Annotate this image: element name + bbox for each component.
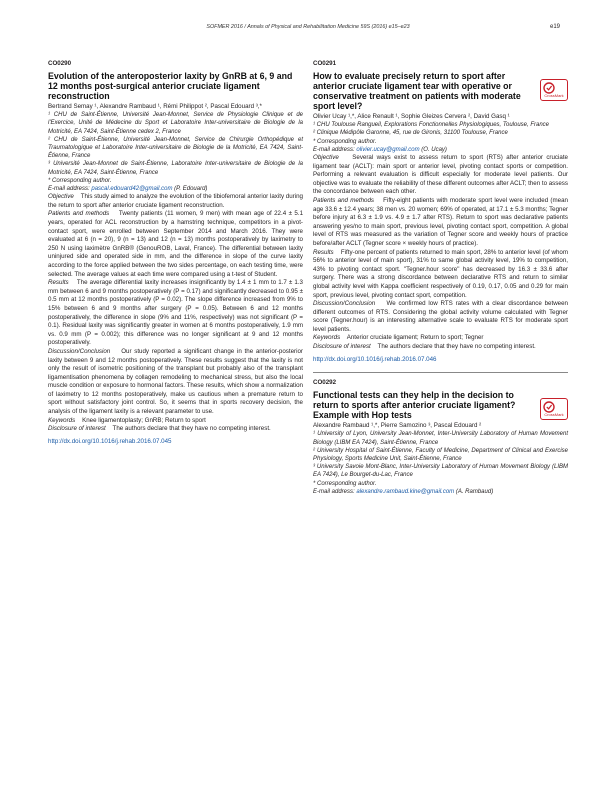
affiliation: ² Clinique Médipôle Garonne, 45, rue de Gironis, 31100 Toulouse, France [313,130,508,137]
abstract-code: CO0290 [48,60,72,67]
abstract-title: How to evaluate precisely return to sport after anterior cruciate ligament tear with operative or conservative treatment on patients with moderate sport level? [313,70,521,111]
crossmark-badge[interactable] [540,79,568,101]
email-label: E-mail address: [48,186,90,193]
email-label: E-mail address: [313,146,355,153]
affiliation: ¹ CHU de Saint-Étienne, Université Jean-Monnet, Service de Physiologie Clinique et de l'Exercice, Unité de Médecine du Sport et Laboratoire Inter-universitaire de Biologie de la Motricité, EA 7424, Saint-Étienne cedex 2, France [48,112,303,135]
methods-paragraph [48,210,303,279]
section-text: Twenty patients (11 women, 9 men) with mean age of 22.4 ± 5.1 years, operated for ACL reconstruction by a hamstring technique, competitors in a pivot-contact sport, were enrolled between September 2014 and March 2016. They were evaluated at 6 (n = 20), 9 (n = 13) and 12 (n = 13) months postoperatively by laximetry to 250 N using laximètre GnRB® (GenouROB, Laval, France). The differential between laxity uninjured side and operated side in mm, and the difference in slope of the curve laxity according to the force applied between the two sides percentage, on each testing time, were selected. The average values at each time were compared using a t-test of Student. [48,210,304,278]
crossmark-icon [541,399,567,419]
section-text: Several ways exist to assess return to sport (RTS) after anterior cruciate ligament tear (ACLT): main sport or anterior level, pivoting contact sports or competition. Performing a relevant evaluation is difficult especially for moderate level patients. Our objective was to evaluate the reliability of these different outcomes after ACLT; then to assess the concordance between each other. [313,154,568,196]
affiliation: ¹ CHU Toulouse Rangueil, Explorations Fonctionnelles Physiologiques, Toulouse, France [313,122,550,129]
affiliation: ³ University Savoie Mont-Blanc, Inter-University Laboratory of Human Movement Biology (LIBM EA 7424), Le Bourget-du-Lac, France [313,464,568,479]
section-label: Objective [48,193,74,201]
keywords-paragraph [48,417,303,426]
left-column [48,60,303,446]
page-number: e19 [549,24,560,30]
email-name: (A. Rambaud) [455,488,494,495]
right-column [313,60,568,496]
divider [313,372,568,373]
affiliation: ¹ University of Lyon, University Jean-Monnet, Inter-University Laboratory of Human Movement Biology (LIBM EA 7424), Saint-Étienne, France [313,431,568,446]
methods-paragraph [313,197,568,249]
section-label: Patients and methods [48,210,110,218]
section-label: Patients and methods [313,196,374,204]
section-label: Discussion/Conclusion [313,300,376,308]
objective-paragraph [48,193,303,210]
section-label: Disclosure of interest [313,343,371,351]
section-text: The authors declare that they have no competing interest. [112,425,271,433]
section-label: Keywords [313,334,341,342]
corresponding-author: * Corresponding author. [313,480,377,487]
section-text: This study aimed to analyze the evolution of the tibiofemoral anterior laxity during the return to sport after anterior cruciate ligament reconstruction. [48,193,304,209]
affiliation: ² CHU de Saint-Étienne, Université Jean-Monnet, Service de Chirurgie Orthopédique et Traumatologique et Laboratoire Inter-universitaire de Biologie de la Motricité, EA 7424, Saint-Étienne, France [48,136,303,160]
section-text: The authors declare that they have no competing interest. [377,343,536,351]
doi-line [48,438,303,447]
title-block [313,390,568,420]
running-head: SOFMER 2016 / Annals of Physical and Rehabilitation Medicine 59S (2016) e15–e23 [206,24,410,30]
crossmark-badge[interactable] [540,398,568,420]
email-link[interactable]: alexandre.rambaud.kine@gmail.com [356,488,455,495]
email-link[interactable]: olivier.ucay@gmail.com [356,146,420,153]
section-text: We confirmed low RTS rates with a clear discordance between different outcomes of RTS. Considering the global activity volume calculated with Tegner score (Tegner.hour) is an interesting alternative scale to evaluate RTS for moderate sport level patients. [313,300,568,333]
keywords-paragraph [313,334,568,343]
affiliation: ² University Hospital of Saint-Étienne, Faculty of Medicine, Department of Clinical and Exercise Physiology, Sports Medicine Unit, Saint-Étienne, France [313,447,568,463]
authors: Alexandre Rambaud ¹,*, Pierre Samozino ³, Pascal Edouard ² [313,421,482,429]
section-text: Knee ligamentoplasty; GnRB; Return to sport [82,416,206,424]
corresponding-author: * Corresponding author. [48,177,112,184]
email-line [313,146,568,154]
email-link[interactable]: pascal.edouard42@gmail.com [91,186,173,193]
section-label: Results [48,279,69,287]
section-text: Anterior cruciate ligament; Return to sport; Tegner [346,334,484,342]
disclosure-paragraph [48,425,303,434]
affiliation: ³ Université Jean-Monnet de Saint-Étienne, Laboratoire Inter-universitaire de Biologie de la Motricité, EA 7424, Saint-Étienne, France [48,161,303,176]
crossmark-icon [541,80,567,100]
results-paragraph [48,279,303,348]
email-name: (P. Edouard) [174,186,208,193]
results-paragraph [313,249,568,301]
crossmark-label: CrossMark [544,411,564,417]
abstract-title: Evolution of the anteroposterior laxity by GnRB at 6, 9 and 12 months post-surgical anterior cruciate ligament reconstruction [48,70,293,101]
email-line [313,488,568,496]
doi-line [313,356,568,365]
abstract-code: CO0292 [313,379,337,387]
objective-paragraph [313,154,568,197]
discussion-paragraph [313,300,568,334]
email-label: E-mail address: [313,488,355,495]
email-name: (O. Ucay) [421,146,447,153]
section-label: Results [313,248,334,256]
section-text: Our study reported a significant change in the anterior-posterior laxity between 9 and 12 months postoperatively. These results suggest that the laxity is not only the result of isometric positioning of the transplant but probably also of the transplant ligamentisation phenomena by collagen remodeling to mechanical stress, but also the local muscle condition or exposure to hormonal factors. These results, which show a normalization of laximetry to 12 months postoperatively, make us cautious when a premature return to sport without satisfactory joint control. So, it seems that in sports recovery decision, the analysis of the ligament laxity is a relevant parameter to use. [48,347,303,416]
section-label: Discussion/Conclusion [48,347,111,355]
discussion-paragraph [48,348,303,417]
email-line [48,185,303,193]
section-label: Keywords [48,416,76,424]
disclosure-paragraph [313,343,568,352]
crossmark-label: CrossMark [544,92,564,98]
section-text: Fifty-eight patients with moderate sport level were included (mean age 33.6 ± 12.4 years; 38 men vs. 20 women; 69% of operated, at 17.1 ± 5.3 months; Tegner before injury at 6.3 ± 1.9 vs. 4.9 ± 1.7 after RTS). Return to sport was declarative patients answering yes/no to main sport, previous level, pivoting contact sport, competition. A global level of RTS was measured as the variation of Tegner score and weekly hours of practice before/after ACLT (Tegner score × weekly hours of practice). [313,196,568,247]
doi-link[interactable]: http://dx.doi.org/10.1016/j.rehab.2016.07.046 [313,355,437,363]
title-block [313,71,568,111]
authors: Olivier Ucay ¹,*, Alice Renault ¹, Sophie Gleizes Cervera ², David Gasq ¹ [313,112,510,120]
corresponding-author: * Corresponding author. [313,138,377,145]
section-label: Disclosure of interest [48,425,106,433]
abstract-title: Functional tests can they help in the decision to return to sports after anterior cruciate ligament? Example with Hop tests [313,389,516,420]
abstract-code: CO0291 [313,60,337,67]
doi-link[interactable]: http://dx.doi.org/10.1016/j.rehab.2016.07.045 [48,437,172,445]
authors: Bertrand Semay ¹, Alexandre Rambaud ¹, Rémi Philippot ², Pascal Edouard ³,* [48,102,262,110]
section-text: The average differential laxity increases insignificantly by 1.4 ± 1 mm to 1.7 ± 1.3 mm between 6 and 9 months postoperatively (P = 0.17) and significantly decreased to 0.95 ± 0.5 mm at 12 months postoperatively (P = 0.02). The slope difference increased from 9% to 15% between 6 and 9 months after surgery (P = 0.05). Between 6 and 12 months postoperatively, the difference in slope (9% and 11%, respectively) was not significant (P = 0.1). Residual laxity was significantly greater in women at 6 months postoperatively, 1.9 mm vs. 0.9 mm (P = 0.002); this difference was no longer significant at 9 and 12 months postoperatively. [48,279,303,347]
section-label: Objective [313,154,339,161]
section-text: Fifty-one percent of patients returned to main sport, 28% to anterior level (of whom 56% to anterior level of main sport), 31% to same global activity level, 19% to competition, 43% to pivoting contact sport. "Tegner.hour score" has decreased by 16.3 ± 33.6 after surgery. There was a strong discordance between declarative RTS and return to similar global activity level with Kappa coefficient respectively of 0.19, 0.17, 0.05 and 0.29 for main sport, previous level, pivoting contact sport, competition. [313,248,568,299]
